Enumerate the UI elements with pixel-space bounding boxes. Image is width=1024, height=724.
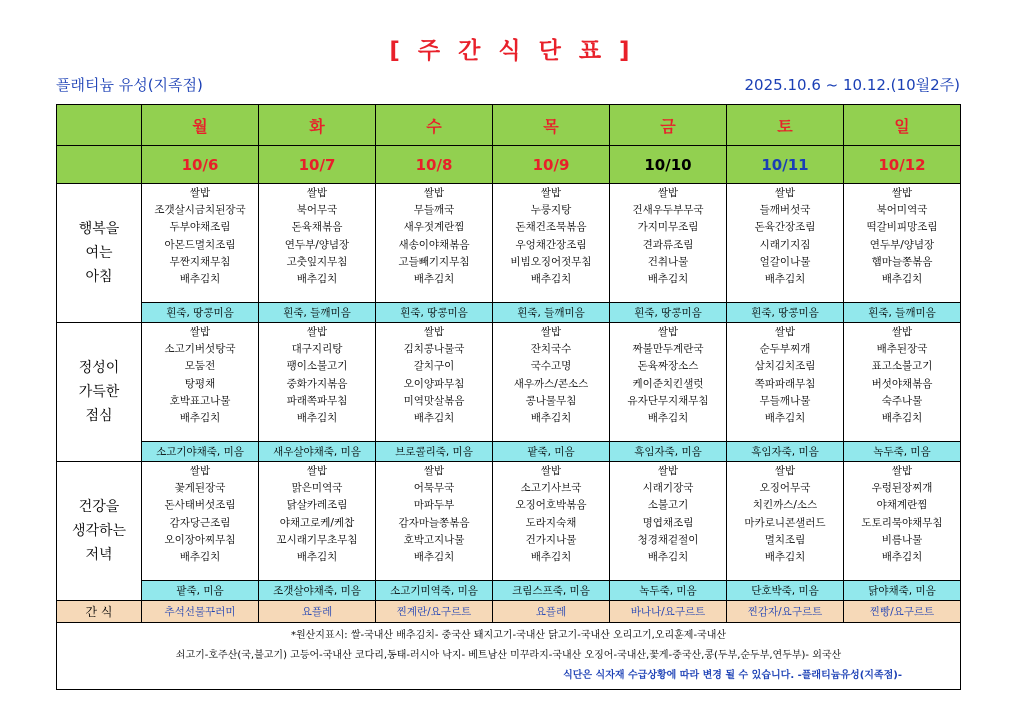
menu-item: 맑은미역국 xyxy=(291,482,343,495)
menu-item: 쌀밥 xyxy=(891,326,913,338)
snack-wed: 찐계란/요구르트 xyxy=(376,601,493,623)
menu-item: 쌀밥 xyxy=(657,465,679,477)
menu-item: 건취나물 xyxy=(647,255,689,268)
breakfast-porridge-sun: 흰죽, 들깨미음 xyxy=(844,303,961,323)
page-title: [ 주 간 식 단 표 ] xyxy=(389,38,635,64)
breakfast-porridge-thu: 흰죽, 들깨미음 xyxy=(493,303,610,323)
menu-item: 명엽채조림 xyxy=(642,516,694,529)
snack-thu: 요플레 xyxy=(493,601,610,623)
menu-item: 돈채건조묵볶음 xyxy=(515,221,587,234)
menu-item: 연두부/양념장 xyxy=(284,238,350,251)
menu-item: 모둠전 xyxy=(184,360,216,373)
menu-item: 쌀밥 xyxy=(540,187,562,199)
menu-item: 배추김치 xyxy=(647,551,689,564)
breakfast-porridge-wed: 흰죽, 땅콩미음 xyxy=(376,303,493,323)
origin-row xyxy=(57,623,961,690)
breakfast-porridge-row xyxy=(57,303,961,323)
lunch-wed-cell xyxy=(376,323,493,442)
breakfast-porridge-fri: 흰죽, 땅콩미음 xyxy=(610,303,727,323)
menu-item: 새우까스/콘소스 xyxy=(513,377,589,390)
menu-item: 쌀밥 xyxy=(189,187,211,199)
origin-line-1: *원산지표시: 쌀-국내산 배추김치- 중국산 돼지고기-국내산 닭고기-국내산 오리고기,오리훈제-국내산 xyxy=(290,630,727,641)
menu-item: 멸치조림 xyxy=(764,533,806,546)
menu-item: 두부야채조림 xyxy=(169,221,231,234)
menu-item: 배추김치 xyxy=(881,273,923,286)
breakfast-porridge-sat: 흰죽, 땅콩미음 xyxy=(727,303,844,323)
menu-item: 우렁된장찌개 xyxy=(871,482,933,495)
menu-item: 돈육채볶음 xyxy=(291,221,343,234)
lunch-porridge-mon: 소고기야채죽, 미음 xyxy=(142,442,259,462)
menu-item: 갈치구이 xyxy=(413,360,455,373)
dinner-label xyxy=(57,462,142,601)
menu-item: 배추김치 xyxy=(530,412,572,425)
weekday-tue: 화 xyxy=(259,105,376,146)
menu-item: 쌀밥 xyxy=(774,326,796,338)
dinner-porridge-wed: 소고기미역죽, 미음 xyxy=(376,581,493,601)
menu-item: 치킨까스/소스 xyxy=(752,499,818,512)
menu-item: 견과류조림 xyxy=(642,238,694,251)
menu-item: 소고기버섯탕국 xyxy=(164,343,236,356)
snack-fri: 바나나/요구르트 xyxy=(610,601,727,623)
origin-line-2: 쇠고기-호주산(국,불고기) 고등어-국내산 코다리,동태-러시아 낙지- 베트남산 미꾸라지-국내산 오징어-국내산,꽃게-중국산,콩(두부,순두부,연두부)- 외국산 xyxy=(175,650,842,661)
menu-item: 무들깨국 xyxy=(413,204,455,217)
date-sat: 10/11 xyxy=(727,146,844,184)
weekday-sat: 토 xyxy=(727,105,844,146)
date-corner xyxy=(57,146,142,184)
menu-item: 유자단무지채무침 xyxy=(627,394,709,407)
dinner-thu-cell xyxy=(493,462,610,581)
menu-item: 꽃게된장국 xyxy=(174,482,226,495)
menu-item: 쌀밥 xyxy=(657,187,679,199)
lunch-fri-cell xyxy=(610,323,727,442)
lunch-mon-cell xyxy=(142,323,259,442)
date-wed: 10/8 xyxy=(376,146,493,184)
menu-item: 쌀밥 xyxy=(540,465,562,477)
dinner-porridge-tue: 조갯살야채죽, 미음 xyxy=(259,581,376,601)
meal-label-line: 생각하는 xyxy=(71,523,127,539)
dinner-wed-cell xyxy=(376,462,493,581)
snack-mon: 추석선물꾸러미 xyxy=(142,601,259,623)
breakfast-mon-cell xyxy=(142,184,259,303)
menu-item: 연두부/양념장 xyxy=(869,238,935,251)
menu-item: 마카로니콘샐러드 xyxy=(744,516,826,529)
menu-item: 감자당근조림 xyxy=(169,516,231,529)
menu-item: 닭살카레조림 xyxy=(286,499,348,512)
menu-item: 미역맛살볶음 xyxy=(403,394,465,407)
menu-item: 배추김치 xyxy=(179,551,221,564)
menu-item: 쌀밥 xyxy=(306,465,328,477)
menu-item: 삼치김치조림 xyxy=(754,360,816,373)
snack-tue: 요플레 xyxy=(259,601,376,623)
menu-item: 우엉채간장조림 xyxy=(515,238,587,251)
meal-label-line: 여는 xyxy=(85,245,113,261)
weekday-wed: 수 xyxy=(376,105,493,146)
menu-item: 오징어무국 xyxy=(759,482,811,495)
menu-item: 버섯야채볶음 xyxy=(871,377,933,390)
menu-item: 배추김치 xyxy=(647,273,689,286)
dinner-tue-cell xyxy=(259,462,376,581)
menu-item: 배추김치 xyxy=(530,273,572,286)
menu-item: 배추김치 xyxy=(413,273,455,286)
dinner-sat-cell xyxy=(727,462,844,581)
menu-item: 잔치국수 xyxy=(530,343,572,356)
meal-label-line: 가득한 xyxy=(78,384,120,400)
menu-item: 가지미무조림 xyxy=(637,221,699,234)
menu-item: 배추김치 xyxy=(296,273,338,286)
lunch-porridge-thu: 팥죽, 미음 xyxy=(493,442,610,462)
date-thu: 10/9 xyxy=(493,146,610,184)
menu-change-notice: 식단은 식자재 수급상황에 따라 변경 될 수 있습니다. -플래티늄유성(지족점)- xyxy=(563,670,902,681)
menu-item: 돈육짜장소스 xyxy=(637,360,699,373)
menu-item: 야채고로케/케찹 xyxy=(279,516,355,529)
dinner-porridge-row xyxy=(57,581,961,601)
breakfast-fri-cell xyxy=(610,184,727,303)
menu-item: 감자마늘쫑볶음 xyxy=(398,516,470,529)
meal-label-line: 저녁 xyxy=(85,547,113,563)
lunch-porridge-row xyxy=(57,442,961,462)
menu-item: 도토리묵야채무침 xyxy=(861,516,943,529)
dinner-mon-cell xyxy=(142,462,259,581)
menu-item: 오징어호박볶음 xyxy=(515,499,587,512)
menu-item: 배추김치 xyxy=(179,273,221,286)
lunch-porridge-sun: 녹두죽, 미음 xyxy=(844,442,961,462)
lunch-porridge-sat: 흑임자죽, 미음 xyxy=(727,442,844,462)
menu-item: 탕평채 xyxy=(184,377,216,390)
menu-item: 아몬드멸치조림 xyxy=(164,238,236,251)
breakfast-porridge-tue: 흰죽, 들깨미음 xyxy=(259,303,376,323)
menu-item: 시래기장국 xyxy=(642,482,694,495)
date-sun: 10/12 xyxy=(844,146,961,184)
date-tue: 10/7 xyxy=(259,146,376,184)
menu-item: 무짠지채무침 xyxy=(169,255,231,268)
menu-item: 케이준치킨샐럿 xyxy=(632,377,704,390)
menu-item: 배추김치 xyxy=(530,551,572,564)
menu-item: 순두부찌개 xyxy=(759,343,811,356)
dinner-porridge-mon: 팥죽, 미음 xyxy=(142,581,259,601)
origin-info xyxy=(57,623,961,690)
dinner-sun-cell xyxy=(844,462,961,581)
weekday-sun: 일 xyxy=(844,105,961,146)
menu-item: 배추김치 xyxy=(881,551,923,564)
menu-item: 조갯살시금치된장국 xyxy=(154,204,246,217)
dinner-porridge-sat: 단호박죽, 미음 xyxy=(727,581,844,601)
breakfast-sat-cell xyxy=(727,184,844,303)
lunch-porridge-fri: 흑임자죽, 미음 xyxy=(610,442,727,462)
menu-item: 누룽지탕 xyxy=(530,204,572,217)
weekday-thu: 목 xyxy=(493,105,610,146)
menu-item: 비빔오징어젓무침 xyxy=(510,255,592,268)
menu-item: 햄마늘쫑볶음 xyxy=(871,255,933,268)
menu-item: 오이양파무침 xyxy=(403,377,465,390)
meal-label-line: 정성이 xyxy=(78,360,120,376)
menu-item: 쌀밥 xyxy=(891,465,913,477)
weekday-header-row xyxy=(57,105,961,146)
lunch-porridge-tue: 새우살야채죽, 미음 xyxy=(259,442,376,462)
menu-item: 쌀밥 xyxy=(891,187,913,199)
menu-item: 국수고명 xyxy=(530,360,572,373)
menu-item: 호박고지나물 xyxy=(403,533,465,546)
snack-row xyxy=(57,601,961,623)
menu-item: 배추김치 xyxy=(764,412,806,425)
menu-item: 쌀밥 xyxy=(540,326,562,338)
weekday-fri: 금 xyxy=(610,105,727,146)
lunch-tue-cell xyxy=(259,323,376,442)
lunch-sun-cell xyxy=(844,323,961,442)
menu-item: 대구지리탕 xyxy=(291,343,343,356)
menu-item: 야채계란찜 xyxy=(876,499,928,512)
menu-item: 새송이야채볶음 xyxy=(398,238,470,251)
dinner-fri-cell xyxy=(610,462,727,581)
menu-item: 숙주나물 xyxy=(881,394,923,407)
dinner-row xyxy=(57,462,961,581)
menu-item: 얼갈이나물 xyxy=(759,255,811,268)
menu-item: 중화가지볶음 xyxy=(286,377,348,390)
menu-item: 쌀밥 xyxy=(423,326,445,338)
menu-item: 어묵무국 xyxy=(413,482,455,495)
breakfast-thu-cell xyxy=(493,184,610,303)
menu-item: 건새우두부무국 xyxy=(632,204,704,217)
date-header-row xyxy=(57,146,961,184)
menu-item: 도라지숙채 xyxy=(525,516,577,529)
weekly-menu-table xyxy=(56,104,961,690)
menu-item: 표고소불고기 xyxy=(871,360,933,373)
meal-label-line: 점심 xyxy=(85,408,113,424)
menu-period: 2025.10.6 ~ 10.12.(10월2주) xyxy=(744,76,960,94)
menu-item: 오이장아찌무침 xyxy=(164,533,236,546)
lunch-sat-cell xyxy=(727,323,844,442)
breakfast-porridge-mon: 흰죽, 땅콩미음 xyxy=(142,303,259,323)
menu-item: 떡갈비피망조림 xyxy=(866,221,938,234)
menu-item: 소고기사브국 xyxy=(520,482,582,495)
menu-item: 건가지나물 xyxy=(525,533,577,546)
menu-item: 배추김치 xyxy=(179,412,221,425)
menu-item: 배추김치 xyxy=(764,551,806,564)
breakfast-row xyxy=(57,184,961,303)
menu-item: 쪽파파래무침 xyxy=(754,377,816,390)
menu-item: 배추김치 xyxy=(647,412,689,425)
menu-item: 고들빼기지무침 xyxy=(398,255,470,268)
lunch-label xyxy=(57,323,142,462)
lunch-row xyxy=(57,323,961,442)
dinner-porridge-thu: 크림스프죽, 미음 xyxy=(493,581,610,601)
menu-item: 배추김치 xyxy=(413,551,455,564)
menu-item: 배추된장국 xyxy=(876,343,928,356)
date-mon: 10/6 xyxy=(142,146,259,184)
meal-label-line: 행복을 xyxy=(78,221,120,237)
menu-item: 콩나물무침 xyxy=(525,394,577,407)
menu-item: 북어미역국 xyxy=(876,204,928,217)
menu-item: 돈사태버섯조림 xyxy=(164,499,236,512)
weekday-mon: 월 xyxy=(142,105,259,146)
menu-item: 짜불만두계란국 xyxy=(632,343,704,356)
lunch-porridge-wed: 브로콜리죽, 미음 xyxy=(376,442,493,462)
snack-sun: 찐빵/요구르트 xyxy=(844,601,961,623)
menu-item: 팽이소불고기 xyxy=(286,360,348,373)
menu-item: 쌀밥 xyxy=(657,326,679,338)
breakfast-sun-cell xyxy=(844,184,961,303)
menu-item: 꼬시래기무초무침 xyxy=(276,533,358,546)
breakfast-label xyxy=(57,184,142,323)
menu-item: 시래기지짐 xyxy=(759,238,811,251)
menu-item: 고춧잎지무침 xyxy=(286,255,348,268)
menu-item: 쌀밥 xyxy=(306,187,328,199)
breakfast-tue-cell xyxy=(259,184,376,303)
menu-item: 무들깨나물 xyxy=(759,394,811,407)
menu-item: 돈육간장조림 xyxy=(754,221,816,234)
menu-item: 소불고기 xyxy=(647,499,689,512)
menu-item: 쌀밥 xyxy=(306,326,328,338)
menu-item: 쌀밥 xyxy=(189,326,211,338)
menu-item: 비름나물 xyxy=(881,533,923,546)
menu-item: 쌀밥 xyxy=(189,465,211,477)
menu-item: 청경채겉절이 xyxy=(637,533,699,546)
meal-label-line: 건강을 xyxy=(78,499,120,515)
breakfast-wed-cell xyxy=(376,184,493,303)
menu-item: 배추김치 xyxy=(764,273,806,286)
menu-item: 쌀밥 xyxy=(774,187,796,199)
menu-item: 새우젓계란찜 xyxy=(403,221,465,234)
meal-label-line: 아침 xyxy=(85,269,113,285)
date-fri: 10/10 xyxy=(610,146,727,184)
menu-item: 배추김치 xyxy=(296,412,338,425)
menu-item: 배추김치 xyxy=(296,551,338,564)
menu-item: 배추김치 xyxy=(413,412,455,425)
menu-item: 쌀밥 xyxy=(774,465,796,477)
menu-item: 북어무국 xyxy=(296,204,338,217)
snack-sat: 찐감자/요구르트 xyxy=(727,601,844,623)
menu-item: 들깨버섯국 xyxy=(759,204,811,217)
dinner-porridge-sun: 닭야채죽, 미음 xyxy=(844,581,961,601)
menu-item: 호박표고나물 xyxy=(169,394,231,407)
lunch-thu-cell xyxy=(493,323,610,442)
menu-item: 쌀밥 xyxy=(423,465,445,477)
header-corner xyxy=(57,105,142,146)
menu-item: 마파두부 xyxy=(413,499,455,512)
snack-label: 간 식 xyxy=(57,601,142,623)
menu-item: 파래쪽파무침 xyxy=(286,394,348,407)
menu-item: 김치콩나물국 xyxy=(403,343,465,356)
dinner-porridge-fri: 녹두죽, 미음 xyxy=(610,581,727,601)
store-name: 플래티늄 유성(지족점) xyxy=(56,76,203,94)
menu-item: 쌀밥 xyxy=(423,187,445,199)
menu-item: 배추김치 xyxy=(881,412,923,425)
